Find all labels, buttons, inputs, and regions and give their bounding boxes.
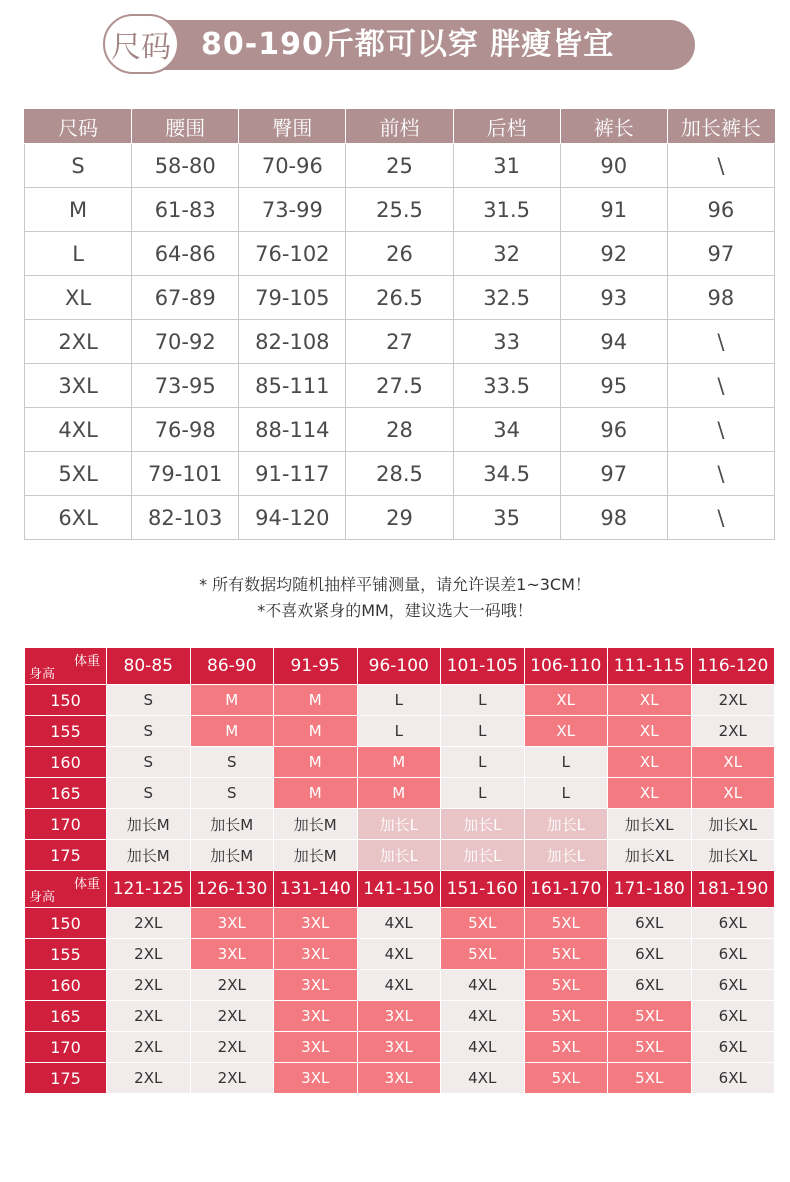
recommended-size-cell: 加长XL bbox=[608, 809, 692, 840]
recommended-size-cell: 3XL bbox=[274, 1063, 358, 1094]
recommended-size-cell: 3XL bbox=[274, 970, 358, 1001]
recommended-size-cell: XL bbox=[608, 778, 692, 809]
measurement-notes bbox=[0, 572, 790, 624]
measurement-cell: 94-120 bbox=[239, 496, 346, 540]
size-table-row bbox=[25, 452, 775, 496]
height-row bbox=[25, 1032, 775, 1063]
measurement-cell: 70-92 bbox=[132, 320, 239, 364]
recommended-size-cell: S bbox=[190, 778, 274, 809]
recommended-size-cell: 2XL bbox=[190, 970, 274, 1001]
recommended-size-cell: M bbox=[190, 685, 274, 716]
measurement-cell: 97 bbox=[667, 232, 774, 276]
height-row bbox=[25, 840, 775, 871]
height-row bbox=[25, 716, 775, 747]
recommended-size-cell: 2XL bbox=[107, 1063, 191, 1094]
size-label-cell: M bbox=[25, 188, 132, 232]
recommended-size-cell: 5XL bbox=[608, 1032, 692, 1063]
measurement-cell: 96 bbox=[560, 408, 667, 452]
recommended-size-cell: 2XL bbox=[190, 1063, 274, 1094]
recommended-size-cell: L bbox=[524, 778, 608, 809]
recommended-size-cell: 加长XL bbox=[608, 840, 692, 871]
recommended-size-cell: 加长L bbox=[524, 809, 608, 840]
measurement-cell: 82-103 bbox=[132, 496, 239, 540]
height-label-cell: 155 bbox=[25, 939, 107, 970]
recommended-size-cell: S bbox=[107, 747, 191, 778]
height-label-cell: 170 bbox=[25, 1032, 107, 1063]
recommended-size-cell: M bbox=[274, 716, 358, 747]
measurement-cell: 94 bbox=[560, 320, 667, 364]
size-table-row bbox=[25, 496, 775, 540]
size-badge: 尺码 bbox=[103, 14, 179, 74]
measurement-cell: 79-101 bbox=[132, 452, 239, 496]
recommended-size-cell: L bbox=[357, 685, 441, 716]
recommended-size-cell: 4XL bbox=[441, 970, 525, 1001]
header-long-length: 加长裤长 bbox=[667, 109, 774, 144]
size-label-cell: XL bbox=[25, 276, 132, 320]
note-line: *不喜欢紧身的MM，建议选大一码哦！ bbox=[257, 601, 533, 620]
measurement-cell: 95 bbox=[560, 364, 667, 408]
recommended-size-cell: 加长L bbox=[357, 840, 441, 871]
measurement-cell: \ bbox=[667, 144, 774, 188]
weight-range-header: 161-170 bbox=[524, 871, 608, 908]
measurement-cell: 34 bbox=[453, 408, 560, 452]
header-waist: 腰围 bbox=[132, 109, 239, 144]
height-row bbox=[25, 809, 775, 840]
recommended-size-cell: XL bbox=[608, 716, 692, 747]
measurement-cell: 33 bbox=[453, 320, 560, 364]
height-label-cell: 150 bbox=[25, 685, 107, 716]
recommended-size-cell: S bbox=[107, 778, 191, 809]
size-label-cell: S bbox=[25, 144, 132, 188]
recommended-size-cell: 3XL bbox=[190, 908, 274, 939]
measurement-cell: 28.5 bbox=[346, 452, 453, 496]
recommended-size-cell: 3XL bbox=[274, 939, 358, 970]
recommended-size-cell: 5XL bbox=[524, 1063, 608, 1094]
weight-range-header: 141-150 bbox=[357, 871, 441, 908]
recommended-size-cell: XL bbox=[608, 747, 692, 778]
height-row bbox=[25, 747, 775, 778]
recommended-size-cell: 6XL bbox=[691, 1001, 775, 1032]
recommended-size-cell: 4XL bbox=[441, 1032, 525, 1063]
measurement-cell: 33.5 bbox=[453, 364, 560, 408]
weight-range-header: 86-90 bbox=[190, 648, 274, 685]
recommended-size-cell: 加长L bbox=[441, 809, 525, 840]
measurement-cell: 92 bbox=[560, 232, 667, 276]
size-label-cell: L bbox=[25, 232, 132, 276]
recommended-size-cell: M bbox=[357, 747, 441, 778]
recommended-size-cell: XL bbox=[524, 685, 608, 716]
measurement-cell: 97 bbox=[560, 452, 667, 496]
corner-weight-label: 体重 bbox=[73, 654, 100, 669]
recommended-size-cell: L bbox=[357, 716, 441, 747]
measurement-cell: 25 bbox=[346, 144, 453, 188]
size-label-cell: 6XL bbox=[25, 496, 132, 540]
weight-range-header: 111-115 bbox=[608, 648, 692, 685]
weight-range-header: 181-190 bbox=[691, 871, 775, 908]
recommended-size-cell: XL bbox=[691, 778, 775, 809]
recommended-size-cell: L bbox=[441, 778, 525, 809]
size-table-row bbox=[25, 232, 775, 276]
corner-height-label: 身高 bbox=[29, 890, 56, 905]
measurement-cell: 76-102 bbox=[239, 232, 346, 276]
measurement-cell: \ bbox=[667, 496, 774, 540]
measurement-cell: 98 bbox=[560, 496, 667, 540]
recommended-size-cell: 5XL bbox=[524, 1032, 608, 1063]
height-row bbox=[25, 970, 775, 1001]
recommended-size-cell: 加长XL bbox=[691, 840, 775, 871]
measurement-cell: 96 bbox=[667, 188, 774, 232]
weight-range-header: 126-130 bbox=[190, 871, 274, 908]
recommended-size-cell: 5XL bbox=[441, 908, 525, 939]
size-label-cell: 3XL bbox=[25, 364, 132, 408]
recommended-size-cell: 3XL bbox=[274, 1032, 358, 1063]
height-row bbox=[25, 685, 775, 716]
recommended-size-cell: 2XL bbox=[107, 908, 191, 939]
recommended-size-cell: 加长M bbox=[190, 809, 274, 840]
recommended-size-cell: 4XL bbox=[441, 1001, 525, 1032]
height-label-cell: 155 bbox=[25, 716, 107, 747]
measurement-cell: 32.5 bbox=[453, 276, 560, 320]
recommended-size-cell: 5XL bbox=[608, 1063, 692, 1094]
height-label-cell: 170 bbox=[25, 809, 107, 840]
measurement-cell: 26 bbox=[346, 232, 453, 276]
weight-range-header: 80-85 bbox=[107, 648, 191, 685]
measurement-cell: 73-99 bbox=[239, 188, 346, 232]
size-label-cell: 5XL bbox=[25, 452, 132, 496]
recommended-size-cell: L bbox=[441, 747, 525, 778]
weight-range-header: 121-125 bbox=[107, 871, 191, 908]
recommended-size-cell: 2XL bbox=[107, 1032, 191, 1063]
header-length: 裤长 bbox=[560, 109, 667, 144]
weight-header-row bbox=[25, 648, 775, 685]
measurement-cell: 34.5 bbox=[453, 452, 560, 496]
recommended-size-cell: 2XL bbox=[107, 939, 191, 970]
measurement-cell: \ bbox=[667, 364, 774, 408]
measurement-cell: \ bbox=[667, 320, 774, 364]
weight-range-header: 116-120 bbox=[691, 648, 775, 685]
recommended-size-cell: 加长XL bbox=[691, 809, 775, 840]
recommended-size-cell: 加长M bbox=[274, 809, 358, 840]
measurement-cell: 88-114 bbox=[239, 408, 346, 452]
measurement-cell: 61-83 bbox=[132, 188, 239, 232]
recommended-size-cell: 4XL bbox=[441, 1063, 525, 1094]
recommended-size-cell: 5XL bbox=[524, 908, 608, 939]
recommended-size-cell: 加长L bbox=[441, 840, 525, 871]
recommended-size-cell: 6XL bbox=[691, 970, 775, 1001]
height-label-cell: 175 bbox=[25, 840, 107, 871]
size-table-row bbox=[25, 144, 775, 188]
size-table-row bbox=[25, 188, 775, 232]
recommended-size-cell: XL bbox=[524, 716, 608, 747]
measurement-cell: 85-111 bbox=[239, 364, 346, 408]
recommended-size-cell: 5XL bbox=[608, 1001, 692, 1032]
banner-title: 80-190斤都可以穿 胖瘦皆宜 bbox=[201, 27, 615, 62]
recommended-size-cell: 加长M bbox=[107, 840, 191, 871]
weight-range-header: 151-160 bbox=[441, 871, 525, 908]
measurement-cell: 64-86 bbox=[132, 232, 239, 276]
recommended-size-cell: 2XL bbox=[107, 1001, 191, 1032]
recommended-size-cell: 加长M bbox=[274, 840, 358, 871]
recommended-size-cell: 2XL bbox=[691, 685, 775, 716]
header-size: 尺码 bbox=[25, 109, 132, 144]
height-row bbox=[25, 1001, 775, 1032]
recommended-size-cell: 3XL bbox=[274, 908, 358, 939]
header-hip: 臀围 bbox=[239, 109, 346, 144]
recommended-size-cell: 6XL bbox=[691, 908, 775, 939]
measurement-cell: 91-117 bbox=[239, 452, 346, 496]
height-label-cell: 160 bbox=[25, 970, 107, 1001]
recommended-size-cell: 3XL bbox=[357, 1032, 441, 1063]
recommended-size-cell: M bbox=[357, 778, 441, 809]
recommended-size-cell: 3XL bbox=[357, 1063, 441, 1094]
measurement-cell: \ bbox=[667, 452, 774, 496]
measurement-cell: 27 bbox=[346, 320, 453, 364]
weight-range-header: 91-95 bbox=[274, 648, 358, 685]
measurement-cell: 32 bbox=[453, 232, 560, 276]
height-row bbox=[25, 939, 775, 970]
recommended-size-cell: 6XL bbox=[691, 1063, 775, 1094]
measurement-cell: 35 bbox=[453, 496, 560, 540]
recommended-size-cell: 3XL bbox=[190, 939, 274, 970]
measurement-cell: 82-108 bbox=[239, 320, 346, 364]
size-recommendation-table bbox=[24, 647, 775, 1094]
measurement-cell: 31 bbox=[453, 144, 560, 188]
height-label-cell: 165 bbox=[25, 778, 107, 809]
weight-range-header: 106-110 bbox=[524, 648, 608, 685]
recommended-size-cell: S bbox=[190, 747, 274, 778]
recommended-size-cell: S bbox=[107, 685, 191, 716]
recommended-size-cell: 4XL bbox=[357, 908, 441, 939]
size-table-row bbox=[25, 364, 775, 408]
height-label-cell: 150 bbox=[25, 908, 107, 939]
recommended-size-cell: S bbox=[107, 716, 191, 747]
recommended-size-cell: 4XL bbox=[357, 939, 441, 970]
recommended-size-cell: 3XL bbox=[357, 1001, 441, 1032]
measurement-cell: 25.5 bbox=[346, 188, 453, 232]
measurement-cell: 29 bbox=[346, 496, 453, 540]
size-label-cell: 2XL bbox=[25, 320, 132, 364]
measurement-cell: 58-80 bbox=[132, 144, 239, 188]
recommended-size-cell: 6XL bbox=[691, 939, 775, 970]
recommended-size-cell: L bbox=[524, 747, 608, 778]
recommended-size-cell: 6XL bbox=[691, 1032, 775, 1063]
recommended-size-cell: 加长M bbox=[190, 840, 274, 871]
corner-header bbox=[25, 648, 107, 685]
recommended-size-cell: 加长M bbox=[107, 809, 191, 840]
measurement-cell: 91 bbox=[560, 188, 667, 232]
size-label-cell: 4XL bbox=[25, 408, 132, 452]
recommended-size-cell: 6XL bbox=[608, 939, 692, 970]
recommended-size-cell: 2XL bbox=[190, 1001, 274, 1032]
recommended-size-cell: 2XL bbox=[190, 1032, 274, 1063]
header-front-rise: 前档 bbox=[346, 109, 453, 144]
recommended-size-cell: 3XL bbox=[274, 1001, 358, 1032]
recommended-size-cell: M bbox=[274, 685, 358, 716]
recommended-size-cell: XL bbox=[691, 747, 775, 778]
height-label-cell: 165 bbox=[25, 1001, 107, 1032]
weight-range-header: 171-180 bbox=[608, 871, 692, 908]
measurement-cell: 31.5 bbox=[453, 188, 560, 232]
recommended-size-cell: 6XL bbox=[608, 908, 692, 939]
recommended-size-cell: 6XL bbox=[608, 970, 692, 1001]
measurement-cell: 70-96 bbox=[239, 144, 346, 188]
note-line: * 所有数据均随机抽样平铺测量，请允许误差1~3CM！ bbox=[199, 575, 591, 594]
measurement-cell: 90 bbox=[560, 144, 667, 188]
recommended-size-cell: 5XL bbox=[441, 939, 525, 970]
measurement-cell: 26.5 bbox=[346, 276, 453, 320]
measurement-cell: 79-105 bbox=[239, 276, 346, 320]
title-banner bbox=[103, 14, 695, 76]
measurement-cell: 27.5 bbox=[346, 364, 453, 408]
recommended-size-cell: 加长L bbox=[357, 809, 441, 840]
recommended-size-cell: 5XL bbox=[524, 970, 608, 1001]
weight-range-header: 131-140 bbox=[274, 871, 358, 908]
recommended-size-cell: 加长L bbox=[524, 840, 608, 871]
size-chart-table bbox=[24, 109, 775, 540]
corner-weight-label: 体重 bbox=[73, 877, 100, 892]
recommended-size-cell: 4XL bbox=[357, 970, 441, 1001]
recommended-size-cell: 2XL bbox=[107, 970, 191, 1001]
weight-range-header: 96-100 bbox=[357, 648, 441, 685]
recommended-size-cell: L bbox=[441, 685, 525, 716]
size-table-header bbox=[25, 109, 775, 144]
size-table-row bbox=[25, 408, 775, 452]
header-back-rise: 后档 bbox=[453, 109, 560, 144]
weight-range-header: 101-105 bbox=[441, 648, 525, 685]
recommended-size-cell: 5XL bbox=[524, 1001, 608, 1032]
recommended-size-cell: M bbox=[190, 716, 274, 747]
height-label-cell: 175 bbox=[25, 1063, 107, 1094]
size-table-row bbox=[25, 276, 775, 320]
measurement-cell: 67-89 bbox=[132, 276, 239, 320]
measurement-cell: 28 bbox=[346, 408, 453, 452]
recommended-size-cell: 5XL bbox=[524, 939, 608, 970]
measurement-cell: \ bbox=[667, 408, 774, 452]
corner-height-label: 身高 bbox=[29, 667, 56, 682]
measurement-cell: 93 bbox=[560, 276, 667, 320]
recommended-size-cell: M bbox=[274, 778, 358, 809]
height-row bbox=[25, 1063, 775, 1094]
measurement-cell: 76-98 bbox=[132, 408, 239, 452]
height-row bbox=[25, 908, 775, 939]
recommended-size-cell: XL bbox=[608, 685, 692, 716]
size-table-row bbox=[25, 320, 775, 364]
weight-header-row bbox=[25, 871, 775, 908]
recommended-size-cell: 2XL bbox=[691, 716, 775, 747]
height-label-cell: 160 bbox=[25, 747, 107, 778]
recommended-size-cell: L bbox=[441, 716, 525, 747]
corner-header bbox=[25, 871, 107, 908]
height-row bbox=[25, 778, 775, 809]
measurement-cell: 98 bbox=[667, 276, 774, 320]
recommended-size-cell: M bbox=[274, 747, 358, 778]
measurement-cell: 73-95 bbox=[132, 364, 239, 408]
